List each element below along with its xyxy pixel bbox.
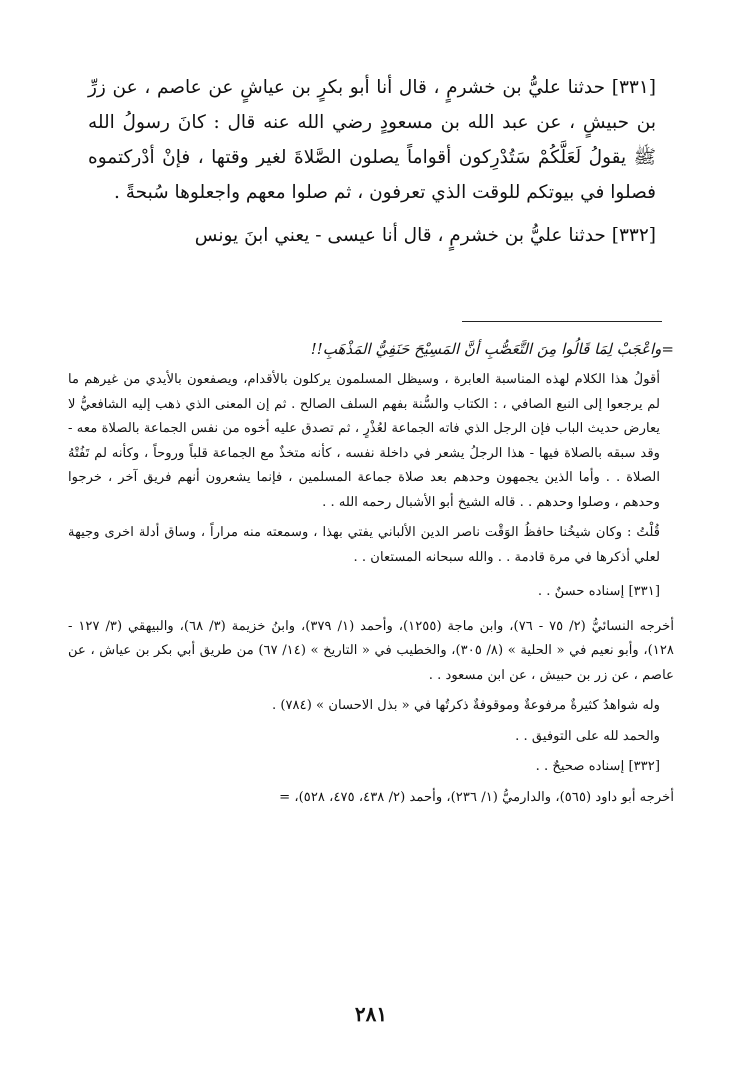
page-number: ٢٨١ <box>354 1002 388 1026</box>
footnote-takhrij-331: أخرجه النسائيُّ (٢/ ٧٥ - ٧٦)، وابن ماجة (١٢٥٥)، وأحمد (١/ ٣٧٩)، وابنُ خزيمة (٣/ ٦٨)، والبيهقي (٣/ ١٢٧ - ١٢٨)، وأبو نعيم في « الحلية » (٨/ ٣٠٥)، والخطيب في « التاريخ » (١٤/ ٦٧) من طريق أبي بكر بن عياش ، عن عاصم ، عن زر بن حبيش ، عن ابن مسعود . . <box>68 618 674 683</box>
main-text <box>88 70 656 253</box>
footnote-isnad-332: [٣٣٢] إسناده صحيحٌ . . <box>535 759 660 774</box>
footnote-takhrij-332: أخرجه أبو داود (٥٦٥)، والدارميُّ (١/ ٢٣٦)، وأحمد (٢/ ٤٣٨، ٤٧٥، ٥٢٨)، = <box>279 789 674 805</box>
footnote-shawahid: وله شواهدُ كثيرةٌ مرفوعةٌ وموقوفةٌ ذكرتُها في « بذل الاحسان » (٧٨٤) . <box>271 698 660 713</box>
footnote-paragraph: أقولُ هذا الكلام لهذه المناسبة العابرة ، وسيظل المسلمون يركلون بالأقدام، ويصفعون بالأيدي من غيرهم ما لم يرجعوا إلى النبع الصافي ، : الكتاب والسُّنة بفهم السلف الصالح . ثم إن المعنى الذي ذهب إليه الشافعيُّ لا يعارض حديث الباب فإن الرجل الذي فاته الجماعة لعُذْرٍ ، ثم تصدق عليه أخوه من نفس الجماعة بالصلاة معه - وقد سبقه بالصلاة فيها - هذا الرجلُ يشعر في داخلة نفسه ، كأنه متخذٌ مع الجماعة قلباً وروحاً ، وكأنه لم تَفُتْهُ الصلاة . . وأما الذين يجمهون وحدهم بعد صلاة جماعة المسلمين ، فإنما يشعرون أنهم فريق آخر ، خرجوا وحدهم ، وصلوا وحدهم . . قاله الشيخ أبو الأشبال رحمه الله . . <box>68 372 660 510</box>
hadith-332: [٣٣٢] حدثنا عليُّ بن خشرمٍ ، قال أنا عيسى - يعني ابنَ يونس <box>194 225 656 246</box>
footnote-paragraph: قُلْتُ : وكان شيخُنا حافظُ الوَقْت ناصر الدين الألباني يفتي بهذا ، وسمعته منه مراراً ، وساق أدلة اخرى وجيهة لعلي أذكرها في مرة قادمة . . والله سبحانه المستعان . . <box>68 525 660 565</box>
hadith-331: [٣٣١] حدثنا عليُّ بن خشرمٍ ، قال أنا أبو بكرٍ بن عياشٍ عن عاصم ، عن زرِّ بن حبيشٍ ، عن عبد الله بن مسعودٍ رضي الله عنه قال : كانَ رسولُ الله ﷺ يقولُ لَعَلَّكُمْ سَتُدْرِكون أقواماً يصلون الصَّلاةَ لغير وقتها ، فإنْ أدْركتموه فصلوا في بيوتكم للوقت الذي تعرفون ، ثم صلوا معهم واجعلوها سُبحةً . <box>88 77 656 203</box>
footnote-closing: والحمد لله على التوفيق . . <box>515 728 660 744</box>
footnotes <box>68 336 674 810</box>
footnote-separator <box>462 321 662 322</box>
footnote-verse: =واعْجَبْ لِمَا قَالُوا مِنَ التَّعَصُّبِ أنَّ المَسِيْحَ حَنَفِيُّ المَذْهَبِ!! <box>310 340 674 358</box>
footnote-isnad-331: [٣٣١] إسناده حسنٌ . . <box>537 584 660 599</box>
